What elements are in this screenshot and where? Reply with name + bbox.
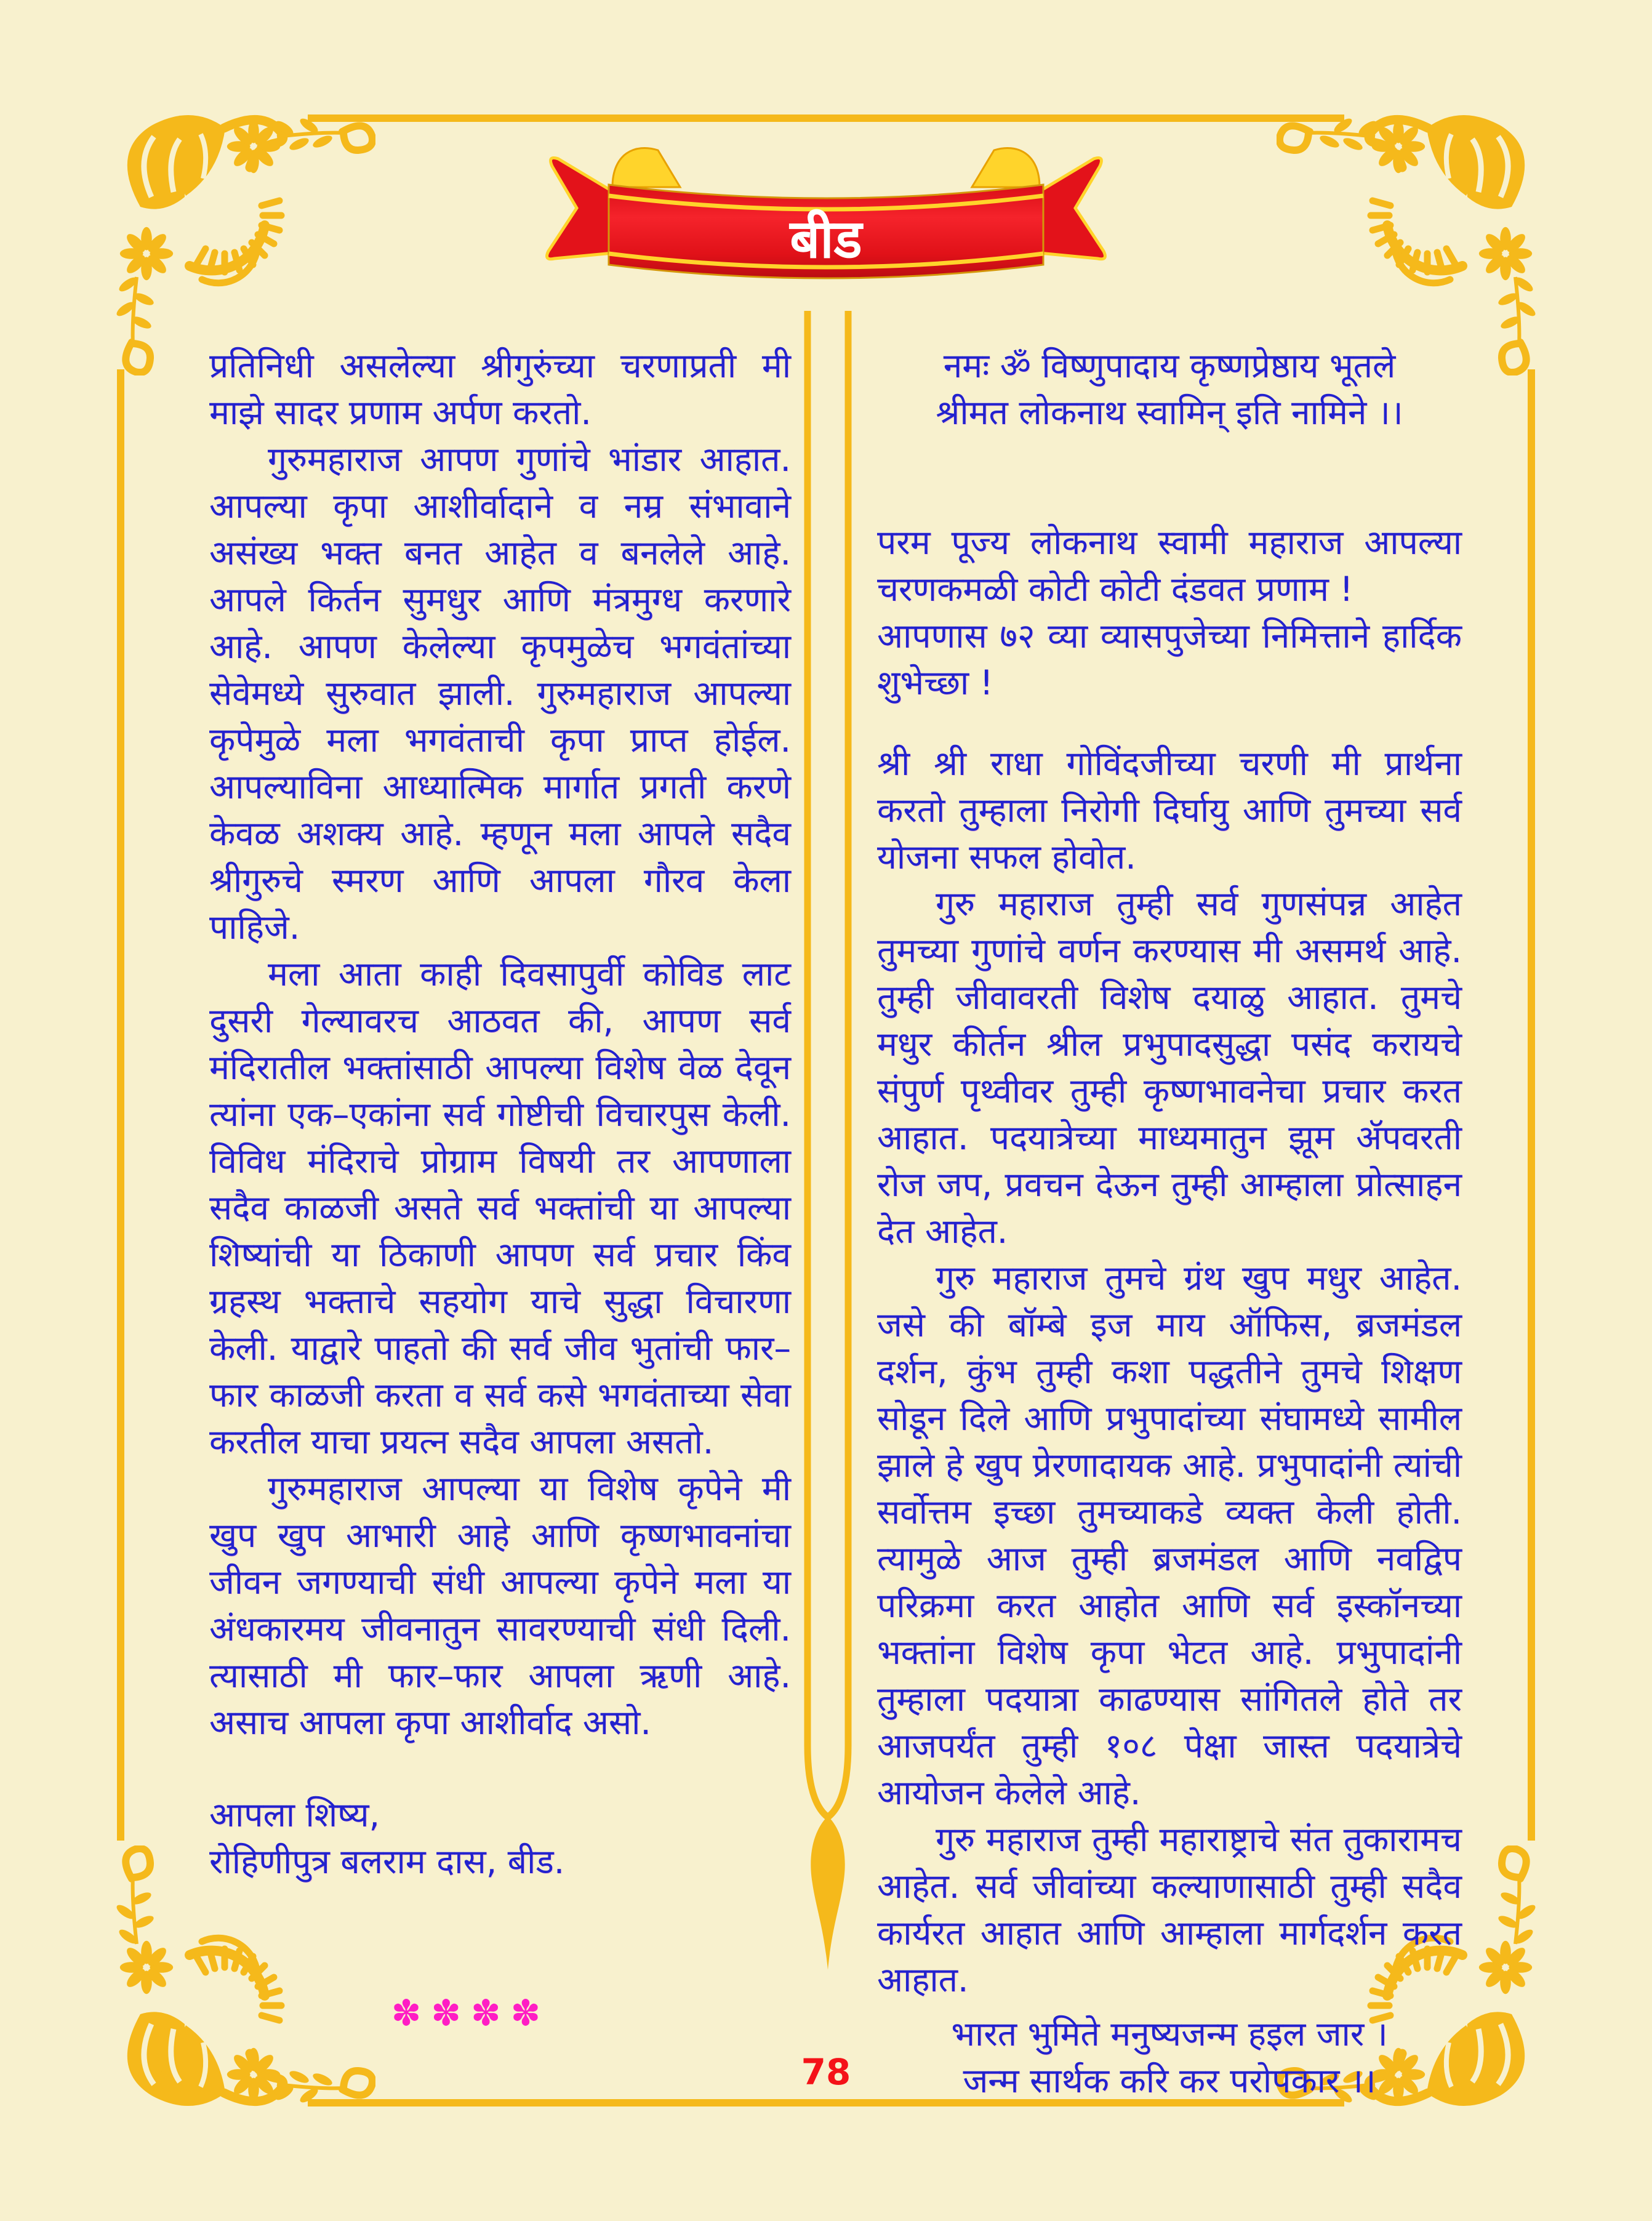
verse-line: जन्म सार्थक करि कर परोपकार ।। — [963, 2061, 1376, 2100]
frame-right-line — [1528, 369, 1535, 1841]
closing-verse — [877, 2010, 1462, 2104]
floral-corner-ornament-top-right-icon — [1277, 92, 1560, 376]
verse-line: भारत भुमिते मनुष्यजन्म हइल जार । — [951, 2014, 1388, 2054]
frame-left-line — [117, 369, 124, 1841]
paragraph: गुरुमहाराज आपण गुणांचे भांडार आहात. आपल्या कृपा आशीर्वादाने व नम्र संभावाने असंख्य भक्त बनत आहेत व बनलेले आहे. आपले किर्तन सुमधुर आणि मंत्रमुग्ध करणारे आहे. आपण केलेल्या कृपमुळेच भगवंतांच्या सेवेमध्ये सुरुवात झाली. गुरुमहाराज आपल्या कृपेमुळे मला भगवंताची कृपा प्राप्त होईल. आपल्याविना आध्यात्मिक मार्गात प्रगती करणे केवळ अशक्य आहे. म्हणून मला आपले सदैव श्रीगुरुचे स्मरण आणि आपला गौरव केला पाहिजे. — [209, 440, 791, 947]
page-number: 78 — [801, 2051, 851, 2093]
paragraph: परम पूज्य लोकनाथ स्वामी महाराज आपल्या चरणकमळी कोटी कोटी दंडवत प्रणाम ! — [877, 523, 1462, 609]
column-divider-icon — [800, 311, 856, 1985]
left-column — [209, 342, 791, 2036]
verse-line: नमः ॐ विष्णुपादाय कृष्णप्रेष्ठाय भूतले — [943, 346, 1396, 385]
ribbon-fold-left — [612, 148, 680, 187]
ribbon-fold-right — [972, 148, 1040, 187]
paragraph: गुरु महाराज तुम्ही महाराष्ट्राचे संत तुकारामच आहेत. सर्व जीवांच्या कल्याणासाठी तुम्ही सदैव कार्यरत आहात आणि आम्हाला मार्गदर्शन करत आहात. — [877, 1820, 1462, 1999]
signature-line: रोहिणीपुत्र बलराम दास, बीड. — [209, 1842, 565, 1881]
paragraph: श्री श्री राधा गोविंदजीच्या चरणी मी प्रार्थना करतो तुम्हाला निरोगी दिर्घायु आणि तुमच्या सर्व योजना सफल होवोत. — [877, 744, 1462, 877]
frame-top-line — [308, 114, 1344, 122]
paragraph: गुरुमहाराज आपल्या या विशेष कृपेने मी खुप खुप आभारी आहे आणि कृष्णभावनांचा जीवन जगण्याची संधी आपल्या कृपेने मला या अंधकारमय जीवनातुन सावरण्याची संधी दिली. त्यासाठी मी फार–फार आपला ऋणी आहे. असाच आपला कृपा आशीर्वाद असो. — [209, 1469, 791, 1742]
signature-line: आपला शिष्य, — [209, 1795, 380, 1834]
asterisk-separator: ✽✽✽✽ — [391, 1992, 551, 2034]
invocation-verse — [877, 342, 1462, 436]
paragraph: आपणास ७२ व्या व्यासपुजेच्या निमित्ताने हार्दिक शुभेच्छा ! — [877, 616, 1462, 702]
ribbon-banner — [540, 131, 1112, 303]
banner-title: बीड — [790, 209, 862, 270]
paragraph: गुरु महाराज तुम्ही सर्व गुणसंपन्न आहेत तुमच्या गुणांचे वर्णन करण्यास मी असमर्थ आहे. तुम्ही जीवावरती विशेष दयाळु आहात. तुमचे मधुर कीर्तन श्रील प्रभुपादसुद्धा पसंद करायचे संपुर्ण पृथ्वीवर तुम्ही कृष्णभावनेचा प्रचार करत आहात. पदयात्रेच्या माध्यमातुन झूम ॲपवरती रोज जप, प्रवचन देऊन तुम्ही आम्हाला प्रोत्साहन देत आहेत. — [877, 884, 1462, 1251]
floral-corner-ornament-top-left-icon — [92, 92, 375, 376]
paragraph: गुरु महाराज तुमचे ग्रंथ खुप मधुर आहेत. जसे की बॉम्बे इज माय ऑफिस, ब्रजमंडल दर्शन, कुंभ तुम्ही कशा पद्धतीने तुमचे शिक्षण सोडून दिले आणि प्रभुपादांच्या संघामध्ये सामील झाले हे खुप प्रेरणादायक आहे. प्रभुपादांनी त्यांची सर्वोत्तम इच्छा तुमच्याकडे व्यक्त केली होती. त्यामुळे आज तुम्ही ब्रजमंडल आणि नवद्विप परिक्रमा करत आहोत आणि सर्व इस्कॉनच्या भक्तांना विशेष कृपा भेटत आहे. प्रभुपादांनी तुम्हाला पदयात्रा काढण्यास सांगितले होते तर आजपर्यंत तुम्ही १०८ पेक्षा जास्त पदयात्रेचे आयोजन केलेले आहे. — [877, 1258, 1462, 1812]
paragraph: मला आता काही दिवसापुर्वी कोविड लाट दुसरी गेल्यावरच आठवत की, आपण सर्व मंदिरातील भक्तांसाठी आपल्या विशेष वेळ देवून त्यांना एक–एकांना सर्व गोष्टीची विचारपुस केली. विविध मंदिराचे प्रोग्राम विषयी तर आपणाला सदैव काळजी असते सर्व भक्तांची या आपल्या शिष्यांची या ठिकाणी आपण सर्व प्रचार किंव ग्रहस्थ भक्ताचे सहयोग याचे सुद्धा विचारणा केली. याद्वारे पाहतो की सर्व जीव भुतांची फार–फार काळजी करता व सर्व कसे भगवंताच्या सेवा करतील याचा प्रयत्न सदैव आपला असतो. — [209, 954, 791, 1461]
paragraph: प्रतिनिधी असलेल्या श्रीगुरुंच्या चरणाप्रती मी माझे सादर प्रणाम अर्पण करतो. — [209, 346, 791, 432]
verse-line: श्रीमत लोकनाथ स्वामिन् इति नामिने ।। — [936, 393, 1403, 432]
signature-block — [209, 1791, 791, 1885]
right-column — [877, 342, 1462, 2104]
